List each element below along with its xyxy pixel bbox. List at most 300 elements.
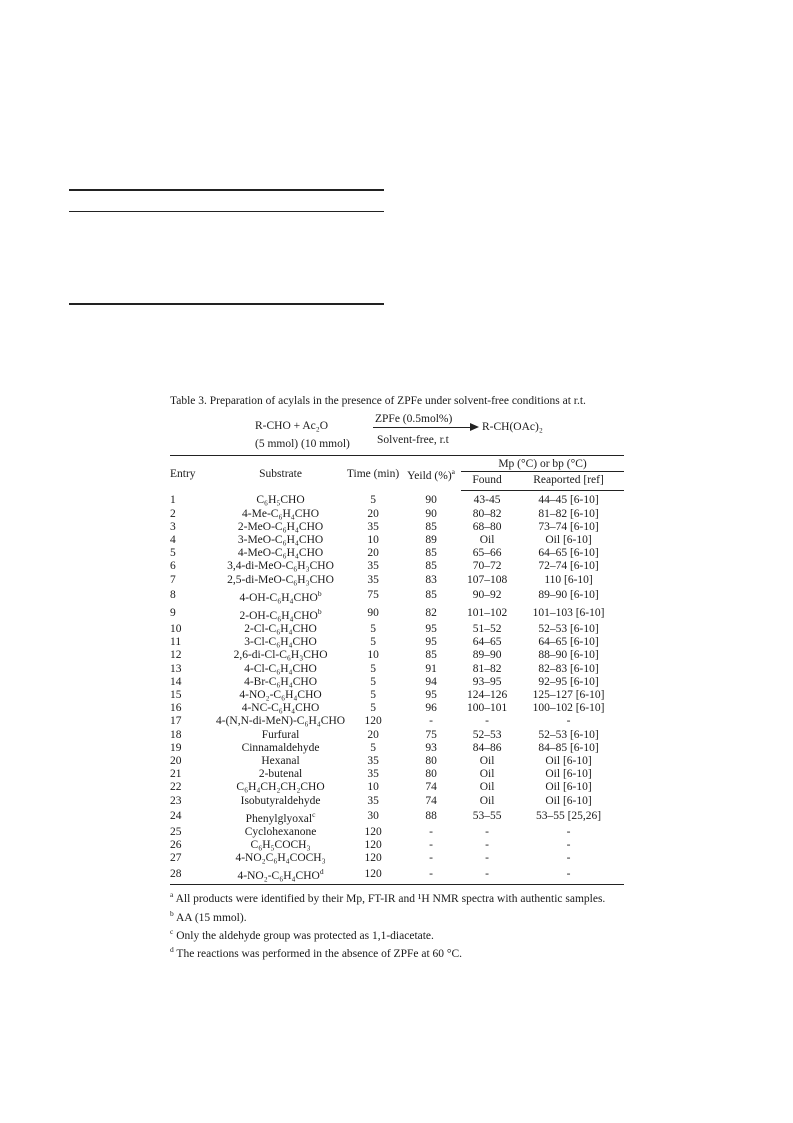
cell-yield: [401, 852, 461, 865]
cell-substrate-text: 4-Cl-C₆H₄CHO: [244, 662, 317, 675]
scheme-product: R-CH(OAc)₂: [482, 421, 543, 433]
cell-found-text: Oil: [479, 754, 495, 767]
footnote-text: Only the aldehyde group was protected as 1,1-diacetate.: [173, 929, 434, 942]
cell-found: [461, 623, 513, 636]
cell-yield-text: 95: [425, 636, 437, 649]
reaction-arrow: [373, 427, 473, 428]
cell-time-text: 75: [367, 589, 379, 602]
cell-found: [461, 574, 513, 587]
cell-time: [345, 865, 401, 885]
cell-substrate-text: C₆H₄CH₂CH₂CHO: [236, 781, 325, 794]
cell-time: [345, 676, 401, 689]
cell-time-text: 35: [367, 520, 379, 533]
cell-found-text: 100–101: [466, 702, 508, 715]
cell-yield: [401, 521, 461, 534]
cell-time: [345, 491, 401, 508]
cell-substrate-text: C₆H₅COCH₃: [250, 838, 311, 851]
cell-yield-text: 82: [425, 607, 437, 620]
cell-found: [461, 508, 513, 521]
cell-entry-text: 19: [170, 741, 182, 754]
cell-found: [461, 636, 513, 649]
cell-substrate: [216, 808, 345, 826]
cell-entry: [170, 689, 216, 702]
cell-time-text: 120: [364, 715, 382, 728]
cell-entry: [170, 547, 216, 560]
cell-entry-text: 24: [170, 810, 182, 823]
table-row: [170, 826, 624, 839]
cell-reported: [513, 768, 624, 781]
cell-entry: [170, 768, 216, 781]
cell-substrate: [216, 623, 345, 636]
scheme-amounts: (5 mmol) (10 mmol): [255, 438, 350, 450]
cell-reported-text: 100–102 [6-10]: [532, 702, 605, 715]
footnote-mark: b: [317, 588, 322, 598]
cell-time-text: 90: [367, 607, 379, 620]
cell-found-text: 53–55: [472, 810, 502, 823]
cell-found-text: 52–53: [472, 728, 502, 741]
cell-yield: [401, 587, 461, 605]
cell-time: [345, 636, 401, 649]
cell-entry-text: 21: [170, 768, 182, 781]
cell-substrate-text: Phenylglyoxal: [245, 812, 313, 825]
cell-yield: [401, 547, 461, 560]
cell-substrate: [216, 663, 345, 676]
cell-time-text: 35: [367, 794, 379, 807]
cell-yield: [401, 826, 461, 839]
cell-time: [345, 547, 401, 560]
table-row: [170, 560, 624, 573]
cell-entry: [170, 663, 216, 676]
cell-reported: [513, 676, 624, 689]
cell-reported: [513, 689, 624, 702]
cell-reported: [513, 547, 624, 560]
header-yield-label: Yeild (%): [407, 470, 452, 483]
cell-found: [461, 676, 513, 689]
cell-substrate-text: 4-MeO-C₆H₄CHO: [237, 547, 324, 560]
header-time: Time (min): [345, 456, 401, 491]
cell-reported: [513, 649, 624, 662]
cell-found: [461, 808, 513, 826]
cell-yield: [401, 768, 461, 781]
cell-entry: [170, 560, 216, 573]
cell-yield-text: 85: [425, 589, 437, 602]
cell-yield-text: 93: [425, 741, 437, 754]
cell-reported: [513, 729, 624, 742]
cell-found-text: Oil: [479, 781, 495, 794]
cell-yield-text: 80: [425, 754, 437, 767]
footnote: [170, 943, 624, 961]
cell-entry-text: 22: [170, 781, 182, 794]
cell-yield: [401, 755, 461, 768]
cell-reported-text: Oil [6-10]: [545, 781, 592, 794]
arrowhead-icon: [470, 423, 479, 431]
cell-time: [345, 852, 401, 865]
table-caption: Table 3. Preparation of acylals in the presence of ZPFe under solvent-free conditions at r.t.: [170, 395, 586, 407]
cell-entry: [170, 605, 216, 623]
cell-reported-text: -: [566, 825, 571, 838]
cell-time: [345, 521, 401, 534]
cell-time: [345, 508, 401, 521]
cell-yield: [401, 742, 461, 755]
cell-reported: [513, 715, 624, 728]
table-row: [170, 795, 624, 808]
cell-time-text: 120: [364, 867, 382, 880]
cell-substrate: [216, 587, 345, 605]
table-3: [170, 395, 624, 962]
cell-found-text: 65–66: [472, 547, 502, 560]
cell-reported: [513, 574, 624, 587]
cell-reported-text: -: [566, 715, 571, 728]
cell-yield-text: 83: [425, 573, 437, 586]
cell-found-text: 124–126: [466, 688, 508, 701]
cell-entry: [170, 715, 216, 728]
cell-yield-text: 91: [425, 662, 437, 675]
cell-reported-text: Oil [6-10]: [545, 768, 592, 781]
cell-entry: [170, 808, 216, 826]
cell-substrate: [216, 605, 345, 623]
cell-found-text: 84–86: [472, 741, 502, 754]
cell-entry: [170, 534, 216, 547]
cell-yield: [401, 676, 461, 689]
cell-reported-text: 64–65 [6-10]: [538, 547, 599, 560]
cell-substrate-text: Furfural: [261, 728, 300, 741]
table-row: [170, 623, 624, 636]
cell-time: [345, 808, 401, 826]
table-footnotes: [170, 888, 624, 961]
footnote-mark: c: [170, 927, 174, 937]
table-row: [170, 729, 624, 742]
cell-time: [345, 605, 401, 623]
cell-entry-text: 5: [170, 547, 176, 560]
data-table: [170, 455, 624, 885]
cell-yield-text: 75: [425, 728, 437, 741]
cell-yield-text: 89: [425, 534, 437, 547]
cell-reported: [513, 781, 624, 794]
cell-time: [345, 781, 401, 794]
cell-yield-text: 90: [425, 507, 437, 520]
cell-reported-text: 88–90 [6-10]: [538, 649, 599, 662]
cell-yield-text: 96: [425, 702, 437, 715]
cell-entry: [170, 587, 216, 605]
cell-yield: [401, 649, 461, 662]
cell-entry-text: 6: [170, 560, 176, 573]
cell-reported: [513, 755, 624, 768]
cell-reported-text: 101–103 [6-10]: [532, 607, 605, 620]
cell-substrate: [216, 491, 345, 508]
cell-found: [461, 729, 513, 742]
cell-entry: [170, 865, 216, 885]
cell-found: [461, 839, 513, 852]
cell-substrate-text: 3,4-di-MeO-C₆H₃CHO: [227, 560, 334, 573]
cell-substrate-text: 4-Br-C₆H₄CHO: [244, 675, 318, 688]
header-reported: Reaported [ref]: [513, 472, 624, 491]
table-row: [170, 755, 624, 768]
table-row: [170, 636, 624, 649]
cell-entry: [170, 795, 216, 808]
cell-time: [345, 587, 401, 605]
cell-time: [345, 560, 401, 573]
cell-yield-text: -: [429, 825, 433, 838]
cell-substrate: [216, 715, 345, 728]
cell-reported: [513, 605, 624, 623]
cell-reported: [513, 852, 624, 865]
cell-yield: [401, 623, 461, 636]
cell-substrate-text: C₆H₅CHO: [256, 494, 305, 507]
table-row: [170, 715, 624, 728]
cell-substrate-text: 4-NC-C₆H₄CHO: [241, 702, 320, 715]
header-yield-footnote-mark: a: [451, 467, 455, 477]
cell-substrate: [216, 689, 345, 702]
cell-yield-text: 85: [425, 520, 437, 533]
cell-time-text: 35: [367, 768, 379, 781]
cell-reported-text: 82–83 [6-10]: [538, 662, 599, 675]
cell-yield-text: 80: [425, 768, 437, 781]
cell-time-text: 20: [367, 547, 379, 560]
table-row: [170, 521, 624, 534]
cell-substrate: [216, 636, 345, 649]
cell-yield-text: 88: [425, 810, 437, 823]
cell-time-text: 10: [367, 534, 379, 547]
cell-found: [461, 534, 513, 547]
cell-yield-text: 74: [425, 794, 437, 807]
cell-substrate: [216, 729, 345, 742]
table-row: [170, 742, 624, 755]
cell-substrate-text: 3-MeO-C₆H₄CHO: [237, 534, 324, 547]
table-row: [170, 508, 624, 521]
cell-found-text: 80–82: [472, 507, 502, 520]
cell-time: [345, 742, 401, 755]
cell-substrate: [216, 826, 345, 839]
cell-found: [461, 702, 513, 715]
cell-substrate-text: 4-OH-C₆H₄CHO: [239, 591, 318, 604]
cell-time-text: 20: [367, 728, 379, 741]
cell-entry-text: 18: [170, 728, 182, 741]
footnote: [170, 907, 624, 925]
cell-entry: [170, 826, 216, 839]
cell-entry-text: 23: [170, 794, 182, 807]
cell-time-text: 5: [370, 622, 376, 635]
cell-found: [461, 649, 513, 662]
cell-entry: [170, 508, 216, 521]
cell-time-text: 35: [367, 754, 379, 767]
cell-found: [461, 547, 513, 560]
cell-found: [461, 768, 513, 781]
table-row: [170, 605, 624, 623]
cell-yield: [401, 560, 461, 573]
cell-substrate-text: 2,6-di-Cl-C₆H₃CHO: [233, 649, 328, 662]
cell-found-text: 51–52: [472, 622, 502, 635]
cell-entry-text: 26: [170, 838, 182, 851]
cell-entry: [170, 623, 216, 636]
scheme-condition-top: ZPFe (0.5mol%): [375, 413, 453, 425]
table-row: [170, 808, 624, 826]
cell-time-text: 20: [367, 507, 379, 520]
cell-entry-text: 4: [170, 534, 176, 547]
cell-time-text: 10: [367, 781, 379, 794]
cell-reported-text: 44–45 [6-10]: [538, 494, 599, 507]
cell-substrate: [216, 649, 345, 662]
cell-substrate-text: 4-NO₂C₆H₄COCH₃: [235, 852, 326, 865]
cell-yield-text: -: [429, 715, 433, 728]
cell-found: [461, 742, 513, 755]
footnote-mark: b: [170, 908, 174, 918]
cell-substrate-text: 2-MeO-C₆H₄CHO: [237, 520, 324, 533]
cell-yield-text: 85: [425, 649, 437, 662]
cell-substrate-text: 2-butenal: [258, 768, 303, 781]
cell-entry-text: 20: [170, 754, 182, 767]
cell-reported: [513, 521, 624, 534]
table-row: [170, 574, 624, 587]
table-body: [170, 491, 624, 885]
cell-reported: [513, 587, 624, 605]
cell-reported-text: 84–85 [6-10]: [538, 741, 599, 754]
cell-reported-text: 92–95 [6-10]: [538, 675, 599, 688]
table-row: [170, 547, 624, 560]
cell-reported-text: 125–127 [6-10]: [532, 688, 605, 701]
cell-entry-text: 25: [170, 825, 182, 838]
cell-substrate: [216, 742, 345, 755]
cell-found-text: Oil: [479, 534, 495, 547]
cell-time: [345, 768, 401, 781]
cell-found: [461, 521, 513, 534]
cell-substrate-text: 2-OH-C₆H₄CHO: [239, 609, 318, 622]
cell-yield: [401, 574, 461, 587]
cell-entry-text: 14: [170, 675, 182, 688]
cell-entry-text: 10: [170, 622, 182, 635]
cell-reported-text: 72–74 [6-10]: [538, 560, 599, 573]
cell-substrate: [216, 755, 345, 768]
footnote: [170, 925, 624, 943]
cell-substrate-text: 3-Cl-C₆H₄CHO: [244, 636, 317, 649]
cell-reported: [513, 808, 624, 826]
cell-found-text: 107–108: [466, 573, 508, 586]
cell-found-text: 81–82: [472, 662, 502, 675]
cell-found-text: -: [485, 838, 489, 851]
cell-entry-text: 11: [170, 636, 182, 649]
cell-substrate: [216, 839, 345, 852]
cell-found-text: 89–90: [472, 649, 502, 662]
cell-substrate-text: 4-(N,N-di-MeN)-C₆H₄CHO: [216, 715, 346, 728]
cell-found-text: -: [485, 852, 489, 865]
cell-substrate: [216, 574, 345, 587]
cell-yield-text: -: [429, 838, 433, 851]
cell-time: [345, 663, 401, 676]
cell-substrate-text: Hexanal: [261, 754, 300, 767]
cell-time: [345, 826, 401, 839]
cell-time: [345, 715, 401, 728]
table-row: [170, 768, 624, 781]
cell-reported-text: -: [566, 867, 571, 880]
cell-yield-text: 85: [425, 547, 437, 560]
cell-substrate-text: 4-NO₂-C₆H₄CHO: [237, 870, 320, 883]
cell-found-text: 70–72: [472, 560, 502, 573]
cell-reported-text: 110 [6-10]: [544, 573, 593, 586]
table-row: [170, 649, 624, 662]
cell-yield-text: 95: [425, 688, 437, 701]
cell-substrate: [216, 781, 345, 794]
cell-yield-text: -: [429, 852, 433, 865]
cell-entry-text: 3: [170, 520, 176, 533]
cell-reported: [513, 491, 624, 508]
cell-time-text: 5: [370, 688, 376, 701]
cell-reported: [513, 623, 624, 636]
cell-reported: [513, 508, 624, 521]
cell-yield-text: 85: [425, 560, 437, 573]
cell-time-text: 30: [367, 810, 379, 823]
cell-reported: [513, 702, 624, 715]
cell-yield: [401, 605, 461, 623]
cell-time-text: 5: [370, 702, 376, 715]
cell-found-text: -: [485, 867, 489, 880]
cell-entry: [170, 781, 216, 794]
cell-found-text: 101–102: [466, 607, 508, 620]
table-row: [170, 839, 624, 852]
cell-substrate-text: Cinnamaldehyde: [241, 741, 320, 754]
cell-substrate-text: 2,5-di-MeO-C₆H₃CHO: [227, 573, 334, 586]
cell-entry-text: 8: [170, 589, 176, 602]
cell-entry-text: 9: [170, 607, 176, 620]
cell-substrate: [216, 768, 345, 781]
footnote-mark: d: [170, 945, 174, 955]
cell-entry: [170, 649, 216, 662]
cell-substrate: [216, 508, 345, 521]
footnote-text: AA (15 mmol).: [173, 911, 247, 924]
header-yield: [401, 456, 461, 491]
cell-entry-text: 2: [170, 507, 176, 520]
cell-yield: [401, 702, 461, 715]
header-entry: Entry: [170, 456, 216, 491]
cell-time-text: 5: [370, 494, 376, 507]
cell-substrate: [216, 865, 345, 885]
footnote-mark: a: [170, 890, 174, 900]
cell-yield: [401, 808, 461, 826]
cell-reported-text: 81–82 [6-10]: [538, 507, 599, 520]
cell-yield: [401, 534, 461, 547]
footnote-mark: c: [312, 809, 316, 819]
cell-yield: [401, 689, 461, 702]
table-row: [170, 663, 624, 676]
cell-time-text: 120: [364, 838, 382, 851]
cell-reported: [513, 839, 624, 852]
cell-yield: [401, 839, 461, 852]
cell-time-text: 5: [370, 662, 376, 675]
cell-found: [461, 689, 513, 702]
cell-reported-text: 73–74 [6-10]: [538, 520, 599, 533]
cell-found: [461, 852, 513, 865]
cell-entry-text: 16: [170, 702, 182, 715]
cell-time-text: 5: [370, 636, 376, 649]
cell-reported-text: Oil [6-10]: [545, 534, 592, 547]
cell-found: [461, 587, 513, 605]
table-row: [170, 587, 624, 605]
footnote-text: The reactions was performed in the absence of ZPFe at 60 °C.: [173, 948, 463, 961]
footnote-mark: b: [317, 606, 322, 616]
cell-entry-text: 1: [170, 494, 176, 507]
cell-yield: [401, 865, 461, 885]
header-found: Found: [461, 472, 513, 491]
rule-mid: [69, 211, 384, 212]
cell-reported-text: Oil [6-10]: [545, 754, 592, 767]
cell-entry: [170, 521, 216, 534]
cell-time: [345, 623, 401, 636]
cell-entry: [170, 676, 216, 689]
cell-time: [345, 649, 401, 662]
cell-entry: [170, 574, 216, 587]
cell-time-text: 35: [367, 573, 379, 586]
cell-reported-text: 64–65 [6-10]: [538, 636, 599, 649]
cell-found-text: -: [485, 825, 489, 838]
cell-time: [345, 702, 401, 715]
